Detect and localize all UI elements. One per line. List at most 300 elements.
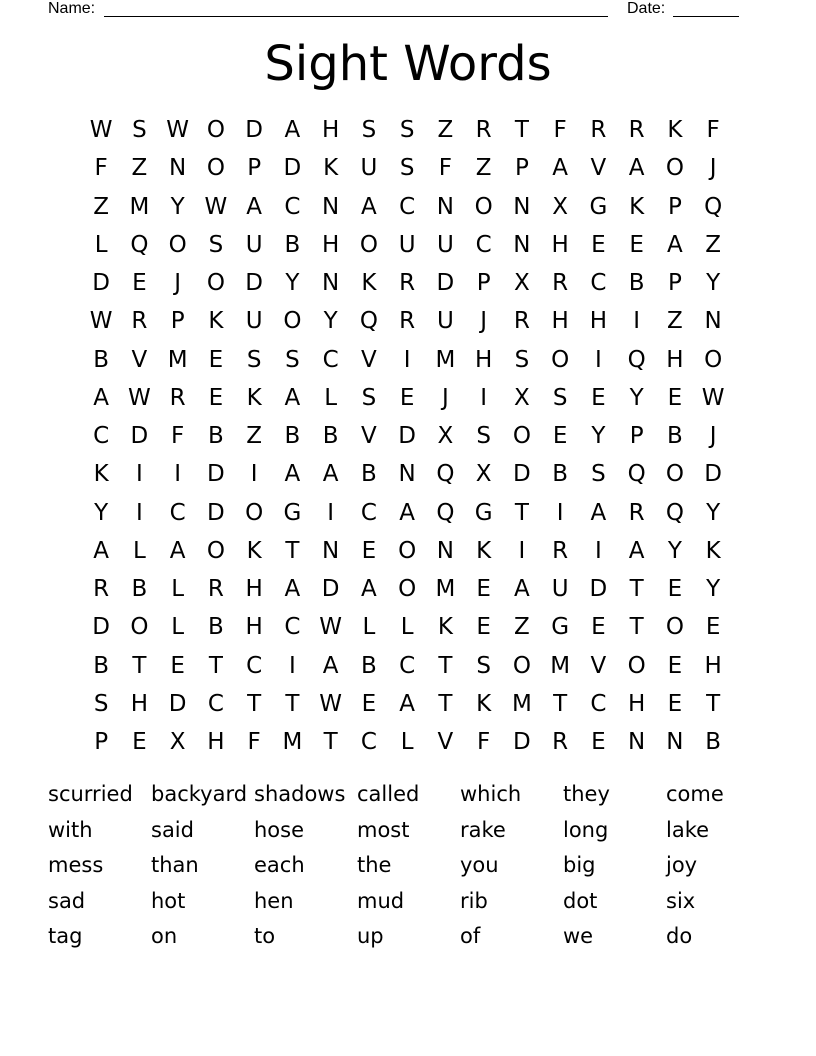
grid-letter: C [284,614,301,641]
word-list-item: we [563,924,594,948]
grid-letter: O [704,346,723,373]
grid-letter: Y [323,308,338,335]
word-list-item: mud [357,888,405,913]
grid-letter: W [701,384,725,411]
word-list-item: most [357,817,410,842]
grid-letter: T [285,690,300,717]
grid-letter: N [628,729,646,756]
grid-letter: M [550,652,571,679]
grid-letter: T [438,690,453,717]
grid-letter: G [551,614,570,641]
grid-letter: T [323,729,338,756]
word-list-item: the [357,853,392,877]
grid-letter: T [247,690,262,717]
grid-letter: U [360,155,378,182]
grid-letter: A [93,384,109,411]
grid-letter: O [283,308,302,335]
word-list-item: each [254,853,305,877]
grid-letter: D [513,729,531,756]
grid-letter: B [131,576,148,603]
grid-letter: C [360,729,377,756]
grid-letter: T [438,652,453,679]
word-list-item: six [666,888,696,913]
word-list-item: hot [151,888,186,913]
word-list [48,777,769,955]
word-list-item: which [460,782,522,806]
grid-letter: H [321,117,340,144]
grid-letter: T [514,499,529,526]
grid-letter: T [132,652,147,679]
grid-letter: A [628,537,645,564]
grid-letter: Q [436,461,455,488]
grid-letter: E [399,384,415,411]
grid-letter: U [551,576,569,603]
grid-letter: T [514,117,529,144]
grid-letter: H [245,576,263,603]
grid-letter: E [629,231,644,258]
grid-letter: U [245,308,263,335]
grid-letter: J [709,155,717,182]
grid-letter: R [552,270,569,297]
grid-letter: D [245,270,263,297]
grid-letter: U [436,308,454,335]
grid-letter: W [319,614,342,641]
word-list-item: do [666,924,693,948]
grid-letter: X [513,384,530,411]
grid-letter: K [246,537,262,564]
date-blank-line [673,16,739,17]
grid-letter: A [590,499,607,526]
grid-letter: C [207,690,224,717]
grid-letter: S [361,117,377,144]
grid-letter: C [399,652,416,679]
grid-letter: R [590,117,607,144]
grid-letter: A [284,461,301,488]
grid-letter: R [513,308,530,335]
word-list-item: come [666,782,724,806]
grid-letter: O [206,155,225,182]
grid-letter: C [169,499,186,526]
word-list-item: than [151,853,199,877]
grid-letter: F [477,729,491,756]
grid-letter: N [513,193,531,220]
grid-letter: J [709,423,717,450]
grid-letter: Q [627,461,646,488]
word-list-item: you [460,853,499,877]
grid-letter: Q [436,499,455,526]
grid-letter: Q [130,231,149,258]
grid-letter: D [92,270,110,297]
word-list-item: tag [48,924,83,948]
grid-letter: Z [666,308,683,335]
grid-letter: S [132,117,147,144]
grid-letter: A [399,690,415,717]
grid-letter: A [514,576,530,603]
date-label: Date: [627,0,666,17]
grid-letter: O [206,270,225,297]
grid-letter: S [552,384,568,411]
word-list-item: said [151,817,194,842]
grid-letter: E [591,384,606,411]
grid-letter: B [284,231,301,258]
grid-letter: A [322,652,339,679]
grid-letter: F [553,117,567,144]
word-list-item: rib [460,888,488,913]
grid-letter: W [89,117,113,144]
grid-letter: E [208,346,224,373]
grid-letter: E [132,270,147,297]
grid-letter: I [403,346,411,373]
grid-letter: S [476,652,491,679]
grid-letter: O [512,652,531,679]
grid-letter: O [474,193,493,220]
grid-letter: C [475,231,492,258]
grid-letter: Y [285,270,300,297]
word-list-item: up [357,924,384,948]
grid-letter: K [629,193,645,220]
grid-letter: Z [475,155,492,182]
word-list-item: with [48,817,93,842]
grid-letter: A [322,461,339,488]
grid-letter: A [93,537,109,564]
grid-letter: K [476,537,492,564]
grid-letter: E [170,652,185,679]
grid-letter: A [246,193,262,220]
grid-letter: T [629,614,644,641]
grid-letter: O [206,117,225,144]
grid-letter: H [245,614,263,641]
grid-letter: T [706,690,721,717]
grid-letter: R [552,729,569,756]
grid-letter: U [398,231,416,258]
grid-letter: L [400,729,414,756]
grid-letter: O [665,461,684,488]
grid-letter: U [245,231,263,258]
grid-letter: D [283,155,302,182]
grid-letter: P [667,193,682,220]
grid-letter: H [551,308,569,335]
grid-letter: H [704,652,722,679]
grid-letter: L [400,614,414,641]
grid-letter: S [591,461,606,488]
grid-letter: N [704,308,722,335]
grid-letter: S [476,423,491,450]
grid-letter: I [518,537,526,564]
grid-letter: B [322,423,339,450]
grid-letter: C [93,423,110,450]
grid-letter: W [166,117,189,144]
grid-letter: O [665,155,684,182]
grid-letter: C [284,193,301,220]
grid-letter: N [436,193,454,220]
word-list-item: dot [563,888,598,913]
worksheet-header [48,0,748,20]
grid-letter: H [589,308,608,335]
word-list-item: of [460,924,481,948]
grid-letter: P [94,729,109,756]
grid-letter: K [476,690,492,717]
grid-letter: O [359,231,378,258]
grid-letter: M [129,193,150,220]
grid-letter: P [170,308,185,335]
grid-letter: L [132,537,146,564]
word-list-item: long [563,817,609,842]
grid-letter: W [204,193,228,220]
grid-letter: V [361,423,377,450]
grid-letter: B [207,614,224,641]
grid-letter: E [476,576,491,603]
grid-letter: E [476,614,491,641]
grid-letter: Q [359,308,378,335]
grid-letter: B [360,652,377,679]
grid-letter: A [628,155,645,182]
grid-letter: Y [706,576,721,603]
grid-letter: O [627,652,646,679]
grid-letter: L [362,614,376,641]
grid-letter: D [513,461,531,488]
grid-letter: P [667,270,682,297]
grid-letter: X [552,193,568,220]
grid-letter: Y [94,499,109,526]
grid-letter: K [208,308,224,335]
grid-letter: D [207,499,225,526]
grid-letter: Y [706,499,721,526]
grid-letter: D [245,117,263,144]
grid-letter: G [283,499,302,526]
word-list-item: backyard [151,782,248,806]
grid-letter: S [208,231,224,258]
grid-letter: T [285,537,300,564]
grid-letter: F [171,423,185,450]
word-list-item: sad [48,888,86,913]
grid-letter: A [169,537,186,564]
grid-letter: I [250,461,258,488]
grid-letter: N [322,537,340,564]
grid-letter: J [174,270,182,297]
grid-letter: E [208,384,224,411]
grid-letter: B [93,346,110,373]
grid-letter: A [361,576,377,603]
grid-letter: W [89,308,113,335]
grid-letter: D [398,423,416,450]
grid-letter: C [590,690,607,717]
word-list-item: on [151,924,178,948]
word-list-item: hose [254,817,305,842]
word-list-item: lake [666,817,710,842]
grid-letter: N [436,537,454,564]
grid-letter: S [93,690,109,717]
grid-letter: V [361,346,377,373]
grid-letter: W [319,690,342,717]
grid-letter: A [399,499,415,526]
grid-letter: B [93,652,110,679]
grid-letter: A [552,155,568,182]
grid-letter: D [92,614,110,641]
grid-letter: N [322,270,340,297]
grid-letter: C [246,652,263,679]
grid-letter: P [247,155,262,182]
grid-letter: S [285,346,300,373]
grid-letter: S [514,346,530,373]
grid-letter: J [441,384,449,411]
grid-letter: L [94,231,108,258]
grid-letter: H [207,729,225,756]
grid-letter: E [667,690,683,717]
word-list-item: big [563,853,596,877]
grid-letter: I [135,499,143,526]
grid-letter: J [480,308,488,335]
grid-letter: L [171,614,185,641]
grid-letter: C [322,346,339,373]
grid-letter: O [512,423,531,450]
word-list-item: mess [48,853,104,877]
grid-letter: D [704,461,722,488]
grid-letter: K [246,384,262,411]
grid-letter: I [556,499,564,526]
grid-letter: A [284,576,301,603]
grid-letter: Z [246,423,262,450]
grid-letter: Z [131,155,148,182]
grid-letter: O [130,614,149,641]
grid-letter: N [322,193,340,220]
grid-letter: Z [93,193,109,220]
grid-letter: Y [591,423,606,450]
grid-letter: D [207,461,225,488]
grid-letter: R [399,270,416,297]
grid-letter: S [399,155,415,182]
grid-letter: I [633,308,641,335]
grid-letter: K [437,614,453,641]
grid-letter: H [666,346,684,373]
grid-letter: R [628,499,645,526]
grid-letter: B [666,423,683,450]
grid-letter: E [667,576,683,603]
grid-letter: L [324,384,338,411]
grid-letter: K [93,461,109,488]
word-list-item: joy [666,853,698,877]
grid-letter: N [169,155,187,182]
grid-letter: O [168,231,187,258]
grid-letter: Q [704,193,723,220]
grid-letter: R [552,537,569,564]
grid-letter: B [552,461,569,488]
grid-letter: H [474,346,493,373]
grid-letter: H [551,231,569,258]
grid-letter: E [361,537,377,564]
grid-letter: O [245,499,264,526]
grid-letter: X [169,729,186,756]
grid-letter: F [706,117,720,144]
grid-letter: Y [170,193,185,220]
grid-letter: A [284,117,301,144]
grid-letter: N [666,729,684,756]
grid-letter: L [171,576,185,603]
grid-letter: S [361,384,377,411]
grid-letter: Z [513,614,530,641]
grid-letter: E [361,690,377,717]
grid-letter: E [552,423,568,450]
grid-letter: V [590,155,607,182]
grid-letter: M [435,346,456,373]
grid-letter: Y [706,270,721,297]
word-list-item: they [563,782,610,806]
word-list-item: hen [254,888,294,913]
grid-letter: D [168,690,187,717]
grid-letter: E [591,614,606,641]
grid-letter: I [174,461,182,488]
grid-letter: R [628,117,645,144]
grid-letter: V [437,729,454,756]
grid-letter: P [476,270,491,297]
grid-letter: N [513,231,531,258]
grid-letter: P [514,155,529,182]
grid-letter: T [629,576,644,603]
grid-letter: K [705,537,721,564]
grid-letter: I [327,499,335,526]
grid-letter: O [398,537,417,564]
grid-letter: R [399,308,416,335]
grid-letter: M [167,346,188,373]
grid-letter: X [437,423,454,450]
grid-letter: Z [705,231,721,258]
grid-letter: E [132,729,147,756]
grid-letter: I [135,461,143,488]
grid-letter: R [169,384,186,411]
grid-letter: B [207,423,224,450]
grid-letter: H [627,690,646,717]
grid-letter: B [284,423,301,450]
grid-letter: R [475,117,492,144]
grid-letter: E [591,729,606,756]
grid-letter: Y [629,384,644,411]
grid-letter: D [589,576,608,603]
grid-letter: F [438,155,452,182]
grid-letter: K [667,117,683,144]
word-list-item: shadows [254,782,346,806]
grid-letter: M [435,576,456,603]
page-title: Sight Words [264,36,552,92]
name-label: Name: [48,0,96,17]
grid-letter: F [94,155,108,182]
grid-letter: D [130,423,149,450]
word-list-item: rake [460,817,506,842]
grid-letter: C [399,193,416,220]
grid-letter: D [321,576,340,603]
word-list-item: to [254,924,276,948]
grid-letter: R [93,576,110,603]
grid-letter: C [360,499,377,526]
grid-letter: X [513,270,530,297]
grid-letter: K [361,270,377,297]
grid-letter: E [705,614,721,641]
grid-letter: M [511,690,532,717]
grid-letter: G [474,499,493,526]
grid-letter: E [667,384,683,411]
grid-letter: Q [665,499,684,526]
grid-letter: P [629,423,644,450]
grid-letter: O [398,576,417,603]
grid-letter: T [553,690,568,717]
grid-letter: I [480,384,488,411]
grid-letter: Q [627,346,646,373]
grid-letter: F [247,729,261,756]
grid-letter: O [551,346,570,373]
grid-letter: T [208,652,223,679]
grid-letter: B [628,270,645,297]
grid-letter: S [246,346,262,373]
grid-letter: B [360,461,377,488]
grid-letter: S [399,117,415,144]
